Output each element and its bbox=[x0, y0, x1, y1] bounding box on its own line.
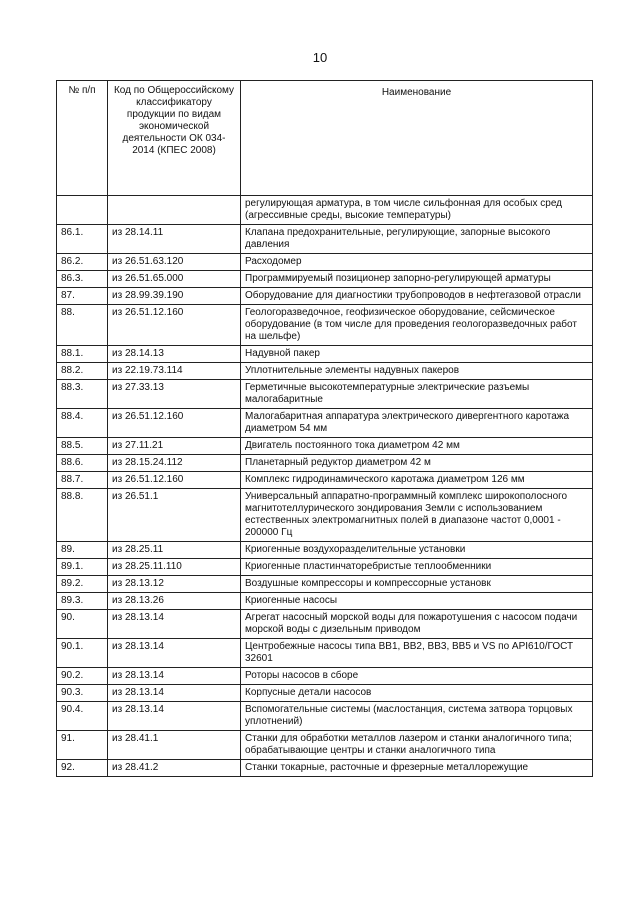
row-number: 86.1. bbox=[57, 225, 108, 254]
table-row bbox=[57, 668, 593, 685]
row-code: из 28.13.14 bbox=[108, 639, 241, 668]
row-name: Двигатель постоянного тока диаметром 42 мм bbox=[241, 438, 593, 455]
table-row bbox=[57, 542, 593, 559]
row-code: из 28.14.13 bbox=[108, 346, 241, 363]
table-row bbox=[57, 472, 593, 489]
row-number: 88.7. bbox=[57, 472, 108, 489]
row-code: из 28.99.39.190 bbox=[108, 288, 241, 305]
table-row bbox=[57, 438, 593, 455]
table-row bbox=[57, 409, 593, 438]
table-row bbox=[57, 271, 593, 288]
row-number: 89. bbox=[57, 542, 108, 559]
table-row bbox=[57, 455, 593, 472]
table-row bbox=[57, 305, 593, 346]
row-code: из 28.13.14 bbox=[108, 668, 241, 685]
table-row bbox=[57, 380, 593, 409]
row-number: 88. bbox=[57, 305, 108, 346]
table-row bbox=[57, 559, 593, 576]
row-number: 87. bbox=[57, 288, 108, 305]
row-code: из 27.33.13 bbox=[108, 380, 241, 409]
row-code: из 28.13.14 bbox=[108, 685, 241, 702]
row-code: из 28.13.14 bbox=[108, 610, 241, 639]
row-name: Клапана предохранительные, регулирующие, запорные высокого давления bbox=[241, 225, 593, 254]
row-code: из 26.51.1 bbox=[108, 489, 241, 542]
row-number: 91. bbox=[57, 731, 108, 760]
row-name: Криогенные насосы bbox=[241, 593, 593, 610]
row-code: из 28.41.2 bbox=[108, 760, 241, 777]
row-number: 90.4. bbox=[57, 702, 108, 731]
row-name: Вспомогательные системы (маслостанция, система затвора торцовых уплотнений) bbox=[241, 702, 593, 731]
row-number bbox=[57, 196, 108, 225]
row-number: 90.3. bbox=[57, 685, 108, 702]
row-code: из 28.14.11 bbox=[108, 225, 241, 254]
row-number: 92. bbox=[57, 760, 108, 777]
row-code: из 28.13.14 bbox=[108, 702, 241, 731]
row-number: 88.6. bbox=[57, 455, 108, 472]
row-name: Комплекс гидродинамического каротажа диаметром 126 мм bbox=[241, 472, 593, 489]
row-number: 89.1. bbox=[57, 559, 108, 576]
header-number: № п/п bbox=[57, 81, 108, 196]
row-code: из 28.25.11.110 bbox=[108, 559, 241, 576]
row-name: Воздушные компрессоры и компрессорные установк bbox=[241, 576, 593, 593]
page-number: 10 bbox=[312, 50, 328, 65]
row-number: 90.2. bbox=[57, 668, 108, 685]
row-number: 89.3. bbox=[57, 593, 108, 610]
row-name: Агрегат насосный морской воды для пожаротушения с насосом подачи морской воды с дизельным приводом bbox=[241, 610, 593, 639]
row-name: Центробежные насосы типа ВВ1, ВВ2, ВВ3, ВВ5 и VS по API610/ГОСТ 32601 bbox=[241, 639, 593, 668]
row-code: из 26.51.65.000 bbox=[108, 271, 241, 288]
table-header-row bbox=[57, 81, 593, 196]
row-code: из 27.11.21 bbox=[108, 438, 241, 455]
table-row bbox=[57, 685, 593, 702]
table-row bbox=[57, 610, 593, 639]
table-row bbox=[57, 639, 593, 668]
row-name: Криогенные воздухоразделительные установки bbox=[241, 542, 593, 559]
table-row bbox=[57, 489, 593, 542]
row-name: Надувной пакер bbox=[241, 346, 593, 363]
table-row bbox=[57, 702, 593, 731]
table-row bbox=[57, 225, 593, 254]
row-number: 88.3. bbox=[57, 380, 108, 409]
row-name: Расходомер bbox=[241, 254, 593, 271]
row-code: из 28.41.1 bbox=[108, 731, 241, 760]
row-number: 88.4. bbox=[57, 409, 108, 438]
row-code: из 26.51.12.160 bbox=[108, 472, 241, 489]
table-row bbox=[57, 576, 593, 593]
row-number: 90.1. bbox=[57, 639, 108, 668]
row-name: Станки для обработки металлов лазером и станки аналогичного типа; обрабатывающие центры и станки аналогичного типа bbox=[241, 731, 593, 760]
row-number: 86.2. bbox=[57, 254, 108, 271]
row-name: Станки токарные, расточные и фрезерные металлорежущие bbox=[241, 760, 593, 777]
table-row bbox=[57, 593, 593, 610]
classifier-table bbox=[56, 80, 593, 777]
row-code: из 28.13.26 bbox=[108, 593, 241, 610]
row-name: Планетарный редуктор диаметром 42 м bbox=[241, 455, 593, 472]
row-name: Роторы насосов в сборе bbox=[241, 668, 593, 685]
row-number: 88.5. bbox=[57, 438, 108, 455]
row-code: из 28.15.24.112 bbox=[108, 455, 241, 472]
row-number: 86.3. bbox=[57, 271, 108, 288]
row-number: 90. bbox=[57, 610, 108, 639]
header-name: Наименование bbox=[241, 81, 593, 196]
row-code: из 26.51.63.120 bbox=[108, 254, 241, 271]
row-name: Корпусные детали насосов bbox=[241, 685, 593, 702]
row-name: Оборудование для диагностики трубопроводов в нефтегазовой отрасли bbox=[241, 288, 593, 305]
table-row bbox=[57, 760, 593, 777]
header-code: Код по Общероссийскому классификатору продукции по видам экономической деятельности ОК 034-2014 (КПЕС 2008) bbox=[108, 81, 241, 196]
row-name: Программируемый позиционер запорно-регулирующей арматуры bbox=[241, 271, 593, 288]
row-code: из 26.51.12.160 bbox=[108, 305, 241, 346]
row-number: 88.8. bbox=[57, 489, 108, 542]
table-row bbox=[57, 196, 593, 225]
row-code bbox=[108, 196, 241, 225]
table-row bbox=[57, 363, 593, 380]
row-name: Уплотнительные элементы надувных пакеров bbox=[241, 363, 593, 380]
row-name: Герметичные высокотемпературные электрические разъемы малогабаритные bbox=[241, 380, 593, 409]
row-number: 89.2. bbox=[57, 576, 108, 593]
row-code: из 26.51.12.160 bbox=[108, 409, 241, 438]
table-row bbox=[57, 346, 593, 363]
row-number: 88.1. bbox=[57, 346, 108, 363]
row-name: Универсальный аппаратно-программный комплекс широкополосного магнитотеллурического зондирования Земли с использованием естественных электромагнитных полей в диапазоне частот 0,0001 - 200000 Гц bbox=[241, 489, 593, 542]
row-number: 88.2. bbox=[57, 363, 108, 380]
row-code: из 28.13.12 bbox=[108, 576, 241, 593]
row-code: из 22.19.73.114 bbox=[108, 363, 241, 380]
row-name: регулирующая арматура, в том числе сильфонная для особых сред (агрессивные среды, высокие температуры) bbox=[241, 196, 593, 225]
row-code: из 28.25.11 bbox=[108, 542, 241, 559]
table-row bbox=[57, 288, 593, 305]
row-name: Малогабаритная аппаратура электрического дивергентного каротажа диаметром 54 мм bbox=[241, 409, 593, 438]
row-name: Криогенные пластинчаторебристые теплообменники bbox=[241, 559, 593, 576]
table-body bbox=[57, 196, 593, 777]
table-row bbox=[57, 254, 593, 271]
table-row bbox=[57, 731, 593, 760]
row-name: Геологоразведочное, геофизическое оборудование, сейсмическое оборудование (в том числе для проведения геологоразведочных работ на шельфе) bbox=[241, 305, 593, 346]
